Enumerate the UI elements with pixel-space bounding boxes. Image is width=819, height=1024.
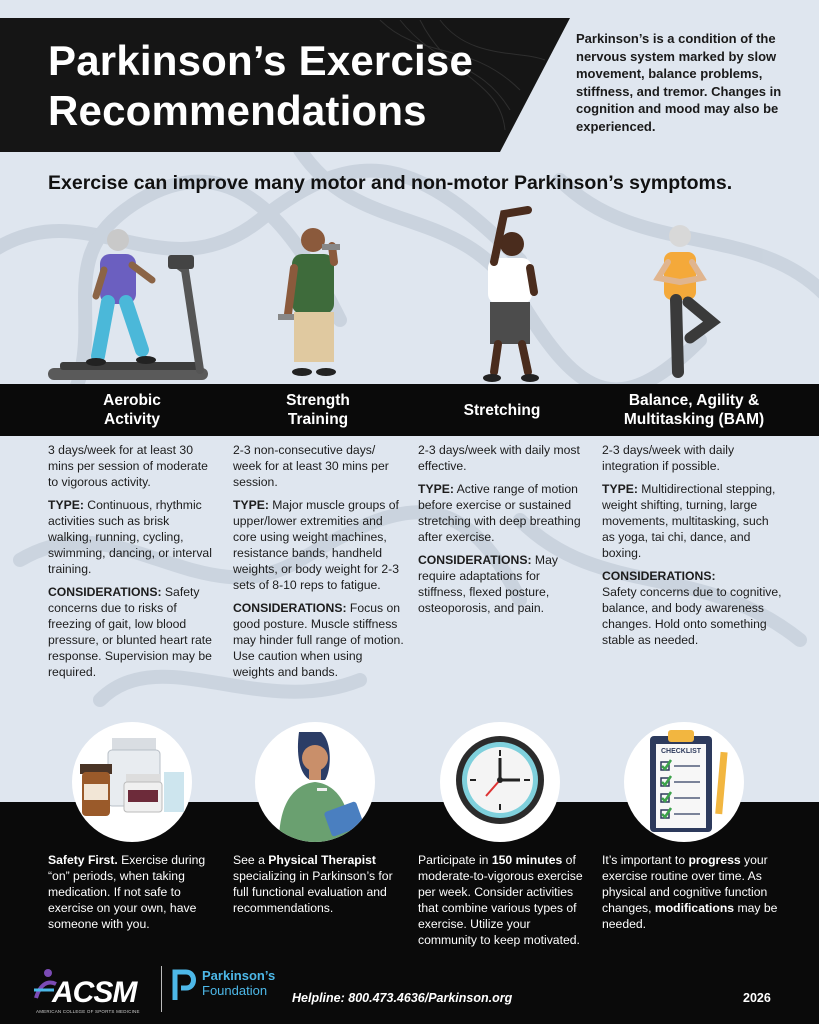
checklist-label: CHECKLIST bbox=[660, 748, 702, 755]
category-bam-heading: Balance, Agility & Multitasking (BAM) bbox=[623, 392, 765, 428]
balance-woman-figure bbox=[658, 225, 712, 372]
parkinsons-foundation-logo: Parkinson’s Foundation bbox=[202, 968, 276, 998]
page-title-line1: Parkinson’s Exercise bbox=[48, 37, 474, 84]
walking-woman-figure bbox=[86, 229, 156, 366]
aerobic-frequency: 3 days/week for at least 30 mins per session of moderate to vigorous activity. bbox=[48, 443, 208, 489]
category-strength-heading: Strength Training bbox=[286, 392, 350, 428]
aerobic-considerations: CONSIDERATIONS: Safety concerns due to risks of freezing of gait, low blood pressure, or blunted heart rate response. Supervision may be required. bbox=[48, 585, 212, 679]
strength-considerations: CONSIDERATIONS: Focus on good posture. Muscle stiffness may hinder full range of motion. Use caution when using weights and bands. bbox=[233, 601, 404, 679]
aerobic-column bbox=[48, 442, 216, 687]
bam-considerations: CONSIDERATIONS: Safety concerns due to cognitive, balance, and body awareness changes. Hold onto something stable as needed. bbox=[602, 569, 782, 647]
headline: Exercise can improve many motor and non-motor Parkinson’s symptoms. bbox=[48, 172, 733, 194]
stretching-man-figure bbox=[483, 210, 539, 382]
exercise-figures-illustration bbox=[0, 200, 819, 390]
physical-therapist-icon bbox=[255, 722, 375, 842]
year-label: 2026 bbox=[743, 991, 771, 1005]
clock-icon bbox=[440, 722, 560, 842]
tip-safety-first: Safety First. Exercise during “on” periods, when taking medication. If not safe to exercise on your own, have someone with you. bbox=[48, 853, 206, 931]
stretching-type: TYPE: Active range of motion before exercise or sustained stretching with deep breathing after exercise. bbox=[418, 482, 581, 544]
helpline-text: Helpline: 800.473.4636/Parkinson.org bbox=[292, 991, 513, 1005]
stretching-frequency: 2-3 days/week with daily most effective. bbox=[418, 443, 580, 473]
bam-frequency: 2-3 days/week with daily integration if possible. bbox=[602, 443, 735, 473]
medication-bottles-icon bbox=[72, 722, 192, 842]
strength-frequency: 2-3 non-consecutive days/ week for at least 30 mins per session. bbox=[233, 443, 389, 489]
strength-column bbox=[233, 442, 405, 687]
aerobic-type: TYPE: Continuous, rhythmic activities such as brisk walking, running, cycling, swimming, dancing, or interval training. bbox=[48, 498, 212, 576]
category-header-bar bbox=[0, 384, 819, 436]
category-stretching-heading: Stretching bbox=[463, 401, 541, 419]
bam-column bbox=[602, 442, 782, 655]
tip-150-minutes: Participate in 150 minutes of moderate-to-vigorous exercise per week. Consider activities that combine various types of exercise. Utilize your community to keep motivated. bbox=[418, 853, 583, 947]
tip-progress: It’s important to progress your exercise routine over time. As physical and cognitive function changes, modifications may be needed. bbox=[602, 853, 778, 931]
logo-divider bbox=[161, 966, 162, 1012]
footer bbox=[0, 960, 819, 1024]
parkinsons-foundation-logo-icon bbox=[172, 968, 198, 1002]
tip-physical-therapist: See a Physical Therapist specializing in Parkinson’s for full functional evaluation and recommendations. bbox=[233, 853, 393, 915]
acsm-logo-subtitle: AMERICAN COLLEGE OF SPORTS MEDICINE bbox=[36, 1009, 140, 1014]
intro-paragraph: Parkinson’s is a condition of the nervous system marked by slow movement, balance problems, stiffness, and tremor. Changes in cognition and mood may also be experienced. bbox=[576, 31, 782, 134]
page-title bbox=[48, 36, 473, 136]
checklist-clipboard-icon bbox=[624, 722, 744, 842]
stretching-column bbox=[418, 442, 590, 623]
bam-type: TYPE: Multidirectional stepping, weight shifting, turning, large movements, multitasking, such as yoga, tai chi, dance, and boxing. bbox=[602, 482, 776, 560]
stretching-considerations: CONSIDERATIONS: May require adaptations for stiffness, flexed posture, osteoporosis, and pain. bbox=[418, 553, 558, 615]
page-title-line2: Recommendations bbox=[48, 87, 427, 134]
category-aerobic-heading: Aerobic Activity bbox=[103, 392, 161, 428]
acsm-logo: ACSM bbox=[52, 976, 137, 1009]
strength-man-figure bbox=[278, 228, 340, 376]
strength-type: TYPE: Major muscle groups of upper/lower extremities and core using weight machines, resistance bands, handheld weights, or body weight for 2-3 sets of 8-10 reps to fatigue. bbox=[233, 498, 399, 592]
